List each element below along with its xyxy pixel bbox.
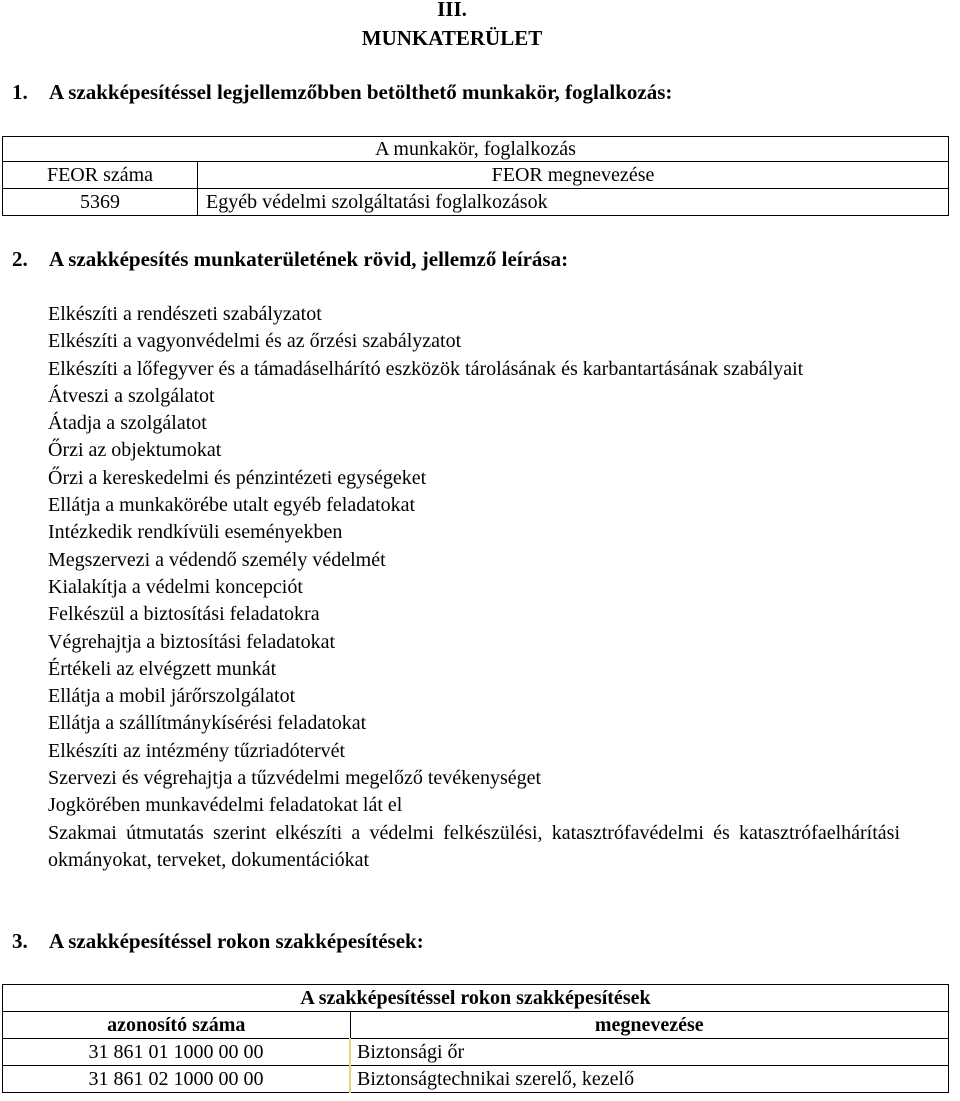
- feor-name-header: FEOR megnevezése: [198, 162, 949, 189]
- list-item: Elkészíti az intézmény tűzriadótervét: [48, 739, 346, 762]
- list-item: Szervezi és végrehajtja a tűzvédelmi megelőző tevékenységet: [48, 767, 542, 790]
- related-table-caption: A szakképesítéssel rokon szakképesítések: [3, 985, 949, 1012]
- table-row: [3, 1066, 949, 1093]
- chapter-title: MUNKATERÜLET: [361, 26, 543, 50]
- list-item: Intézkedik rendkívüli eseményekben: [48, 521, 343, 544]
- list-item: Elkészíti a vagyonvédelmi és az őrzési szabályzatot: [48, 330, 462, 353]
- list-item: Értékeli az elvégzett munkát: [48, 657, 277, 680]
- list-item: Átadja a szolgálatot: [48, 412, 207, 435]
- section-2-title: A szakképesítés munkaterületének rövid, jellemző leírása:: [49, 247, 569, 271]
- section-2-number: 2.: [12, 247, 28, 271]
- list-item: Ellátja a mobil járőrszolgálatot: [48, 685, 296, 708]
- list-item: Felkészül a biztosítási feladatokra: [48, 603, 320, 626]
- qualification-name-cell: Biztonsági őr: [350, 1039, 949, 1066]
- list-item: Elkészíti a lőfegyver és a támadáselhárító eszközök tárolásának és karbantartásának szabályait: [48, 357, 804, 380]
- list-item: Ellátja a szállítmánykísérési feladatokat: [48, 712, 367, 735]
- section-3-heading: [12, 928, 424, 954]
- section-3-number: 3.: [12, 929, 28, 953]
- occupation-table: [2, 136, 949, 216]
- qualification-id-header: azonosító száma: [3, 1012, 351, 1039]
- section-1-heading: [12, 79, 672, 105]
- qualification-id-cell: 31 861 02 1000 00 00: [3, 1066, 351, 1093]
- list-item: Átveszi a szolgálatot: [48, 384, 215, 407]
- list-item: Jogkörében munkavédelmi feladatokat lát el: [48, 794, 403, 817]
- duties-list: [48, 301, 900, 874]
- section-1-number: 1.: [12, 80, 28, 104]
- section-3-title: A szakképesítéssel rokon szakképesítések:: [49, 929, 424, 953]
- qualification-name-header: megnevezése: [350, 1012, 949, 1039]
- feor-name-cell: Egyéb védelmi szolgáltatási foglalkozások: [198, 189, 949, 216]
- related-qualifications-table: [2, 984, 949, 1093]
- feor-code-cell: 5369: [3, 189, 198, 216]
- feor-code-header: FEOR száma: [3, 162, 198, 189]
- section-1-title: A szakképesítéssel legjellemzőbben betölthető munkakör, foglalkozás:: [49, 80, 673, 104]
- list-item: Szakmai útmutatás szerint elkészíti a védelmi felkészülési, katasztrófavédelmi és katasztrófaelhárítási okmányokat, terveket, dokumentációkat: [48, 821, 900, 871]
- qualification-name-cell: Biztonságtechnikai szerelő, kezelő: [350, 1066, 949, 1093]
- list-item: Megszervezi a védendő személy védelmét: [48, 548, 386, 571]
- list-item: Őrzi az objektumokat: [48, 439, 222, 462]
- section-2-heading: [12, 246, 568, 272]
- occupation-table-caption: A munkakör, foglalkozás: [3, 137, 949, 162]
- chapter-number: III.: [437, 0, 467, 21]
- list-item: Végrehajtja a biztosítási feladatokat: [48, 630, 336, 653]
- list-item: Ellátja a munkakörébe utalt egyéb feladatokat: [48, 494, 416, 517]
- qualification-id-cell: 31 861 01 1000 00 00: [3, 1039, 351, 1066]
- table-row: [3, 189, 949, 216]
- list-item: Őrzi a kereskedelmi és pénzintézeti egységeket: [48, 466, 427, 489]
- table-row: [3, 1039, 949, 1066]
- list-item: Elkészíti a rendészeti szabályzatot: [48, 303, 322, 325]
- list-item: Kialakítja a védelmi koncepciót: [48, 575, 303, 598]
